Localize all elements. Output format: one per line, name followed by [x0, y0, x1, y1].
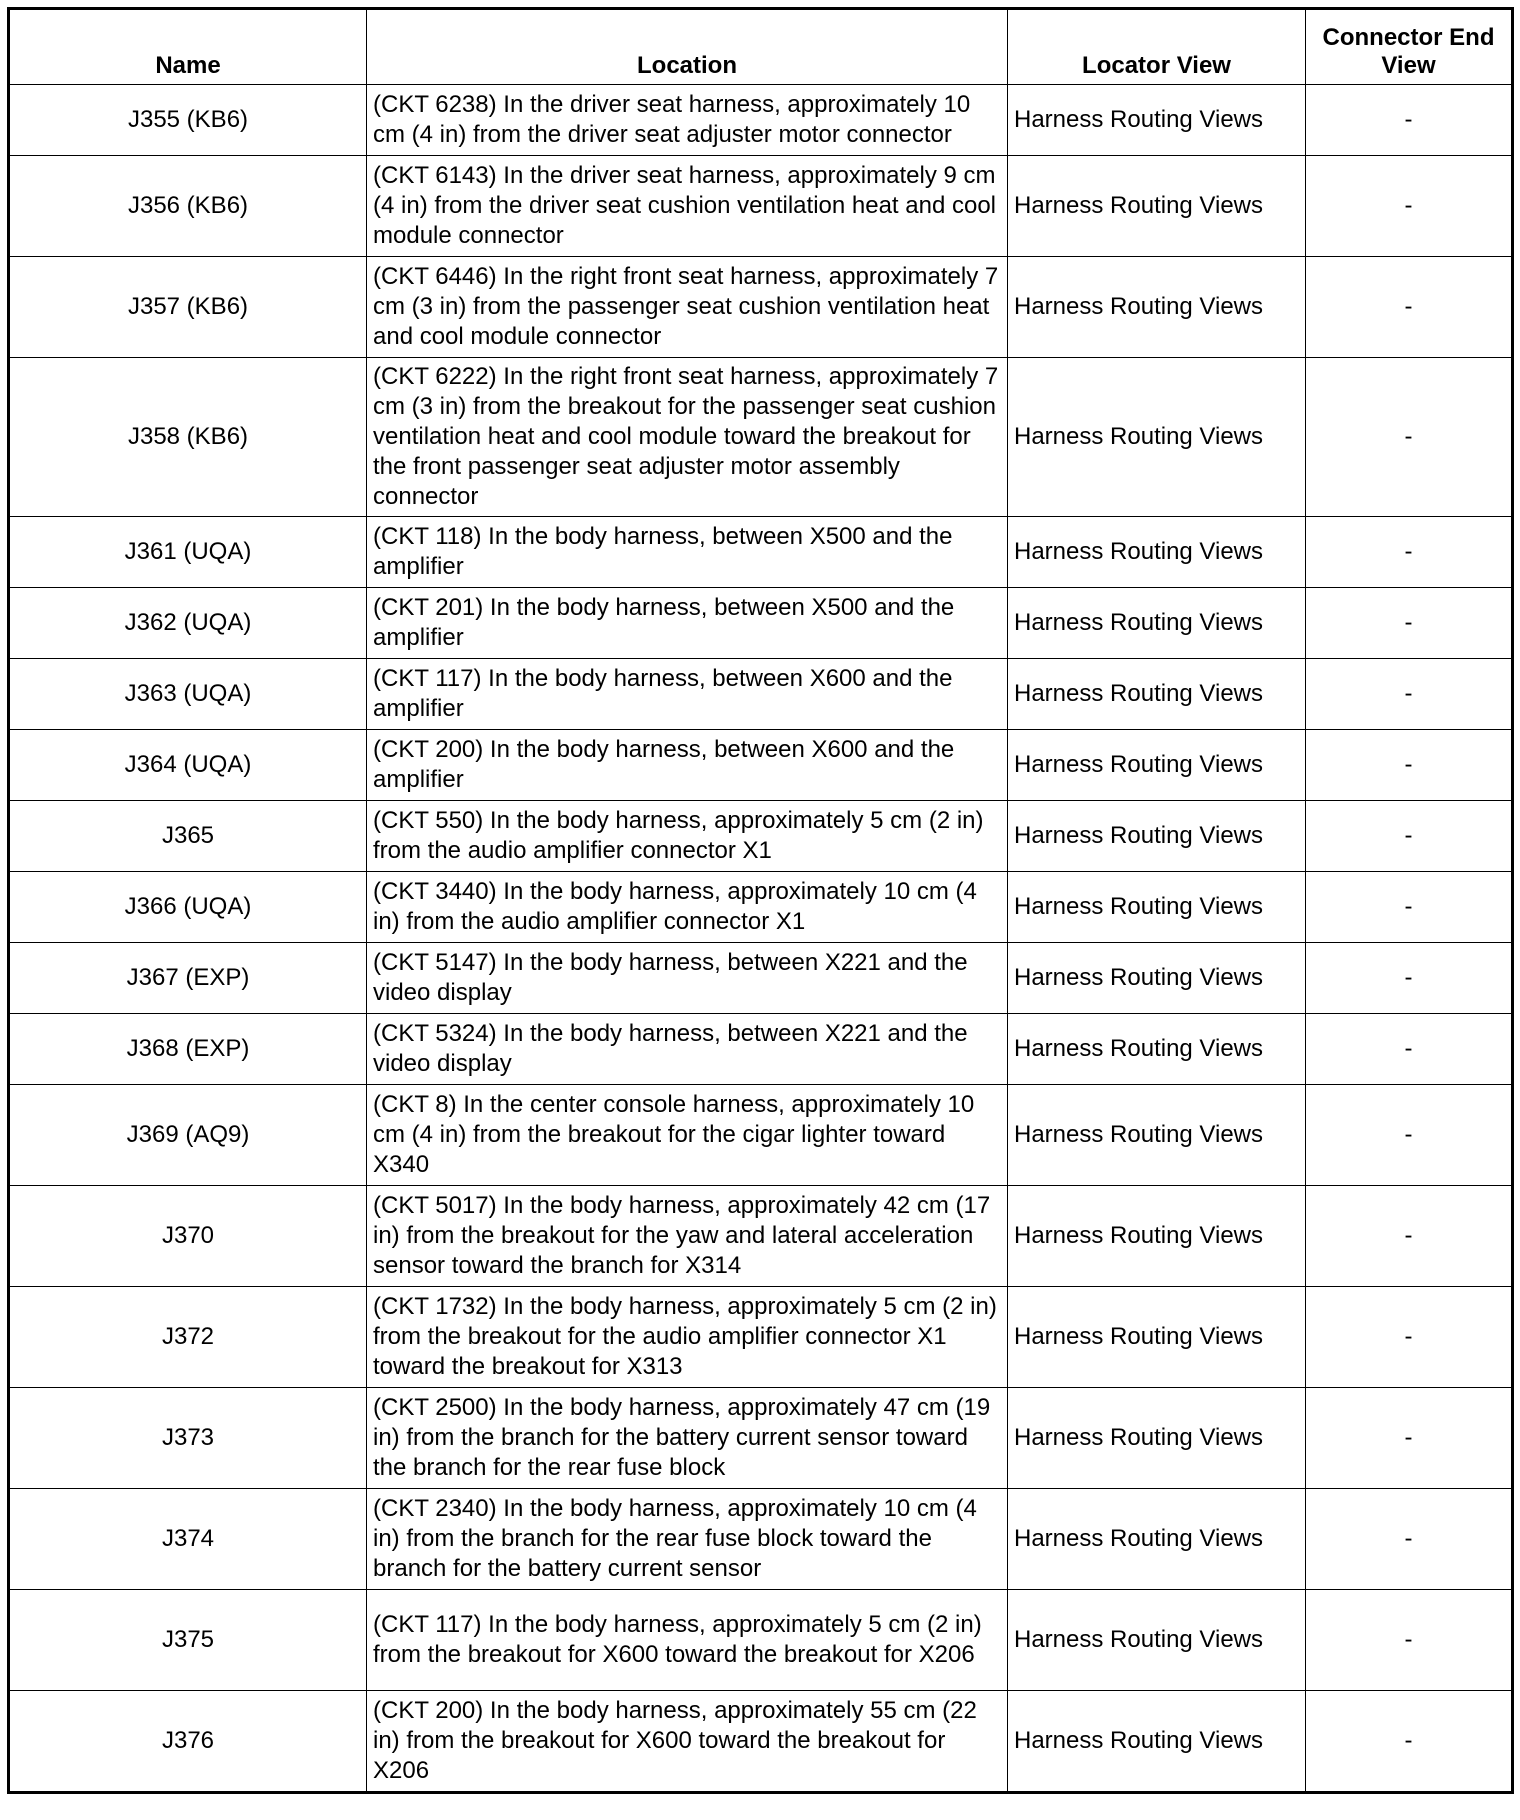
table-row — [9, 659, 1513, 730]
cell-connector-end-view: - — [1306, 1014, 1513, 1085]
header-connector-end-view: Connector End View — [1306, 9, 1513, 85]
cell-location: (CKT 200) In the body harness, between X600 and the amplifier — [367, 730, 1008, 801]
cell-location: (CKT 117) In the body harness, between X600 and the amplifier — [367, 659, 1008, 730]
cell-connector-end-view: - — [1306, 872, 1513, 943]
cell-locator-view: Harness Routing Views — [1008, 659, 1306, 730]
splice-pack-table — [7, 7, 1514, 1794]
table-row — [9, 588, 1513, 659]
cell-connector-end-view: - — [1306, 517, 1513, 588]
header-location: Location — [367, 9, 1008, 85]
cell-location: (CKT 201) In the body harness, between X500 and the amplifier — [367, 588, 1008, 659]
cell-locator-view: Harness Routing Views — [1008, 943, 1306, 1014]
cell-locator-view: Harness Routing Views — [1008, 517, 1306, 588]
cell-locator-view: Harness Routing Views — [1008, 872, 1306, 943]
cell-connector-end-view: - — [1306, 1590, 1513, 1691]
cell-locator-view: Harness Routing Views — [1008, 1085, 1306, 1186]
cell-name: J374 — [9, 1489, 367, 1590]
document-page — [7, 7, 1511, 1794]
table-row — [9, 801, 1513, 872]
cell-connector-end-view: - — [1306, 1691, 1513, 1793]
cell-connector-end-view: - — [1306, 588, 1513, 659]
cell-location: (CKT 6143) In the driver seat harness, approximately 9 cm (4 in) from the driver seat cushion ventilation heat and cool module connector — [367, 156, 1008, 257]
table-row — [9, 872, 1513, 943]
table-row — [9, 1085, 1513, 1186]
cell-connector-end-view: - — [1306, 659, 1513, 730]
cell-location: (CKT 5147) In the body harness, between X221 and the video display — [367, 943, 1008, 1014]
cell-locator-view: Harness Routing Views — [1008, 1388, 1306, 1489]
cell-locator-view: Harness Routing Views — [1008, 801, 1306, 872]
cell-location: (CKT 1732) In the body harness, approximately 5 cm (2 in) from the breakout for the audio amplifier connector X1 toward the breakout for X313 — [367, 1287, 1008, 1388]
cell-location: (CKT 3440) In the body harness, approximately 10 cm (4 in) from the audio amplifier connector X1 — [367, 872, 1008, 943]
cell-name: J363 (UQA) — [9, 659, 367, 730]
cell-locator-view: Harness Routing Views — [1008, 730, 1306, 801]
cell-location: (CKT 6222) In the right front seat harness, approximately 7 cm (3 in) from the breakout for the passenger seat cushion ventilation heat and cool module toward the breakout for the front passenger seat adjuster motor assembly connector — [367, 358, 1008, 517]
cell-connector-end-view: - — [1306, 801, 1513, 872]
table-row — [9, 156, 1513, 257]
table-row — [9, 1691, 1513, 1793]
cell-name: J365 — [9, 801, 367, 872]
cell-location: (CKT 5017) In the body harness, approximately 42 cm (17 in) from the breakout for the yaw and lateral acceleration sensor toward the branch for X314 — [367, 1186, 1008, 1287]
table-row — [9, 1388, 1513, 1489]
cell-locator-view: Harness Routing Views — [1008, 257, 1306, 358]
cell-connector-end-view: - — [1306, 1388, 1513, 1489]
cell-locator-view: Harness Routing Views — [1008, 358, 1306, 517]
cell-connector-end-view: - — [1306, 1186, 1513, 1287]
cell-name: J357 (KB6) — [9, 257, 367, 358]
cell-connector-end-view: - — [1306, 943, 1513, 1014]
cell-locator-view: Harness Routing Views — [1008, 1287, 1306, 1388]
table-header-row — [9, 9, 1513, 85]
cell-location: (CKT 118) In the body harness, between X500 and the amplifier — [367, 517, 1008, 588]
table-row — [9, 257, 1513, 358]
cell-name: J375 — [9, 1590, 367, 1691]
cell-name: J358 (KB6) — [9, 358, 367, 517]
table-row — [9, 1014, 1513, 1085]
table-row — [9, 1287, 1513, 1388]
cell-name: J376 — [9, 1691, 367, 1793]
cell-location: (CKT 550) In the body harness, approximately 5 cm (2 in) from the audio amplifier connector X1 — [367, 801, 1008, 872]
cell-locator-view: Harness Routing Views — [1008, 1691, 1306, 1793]
cell-location: (CKT 200) In the body harness, approximately 55 cm (22 in) from the breakout for X600 toward the breakout for X206 — [367, 1691, 1008, 1793]
cell-name: J373 — [9, 1388, 367, 1489]
cell-connector-end-view: - — [1306, 358, 1513, 517]
cell-name: J362 (UQA) — [9, 588, 367, 659]
cell-location: (CKT 5324) In the body harness, between X221 and the video display — [367, 1014, 1008, 1085]
table-row — [9, 85, 1513, 156]
cell-locator-view: Harness Routing Views — [1008, 156, 1306, 257]
table-row — [9, 730, 1513, 801]
cell-locator-view: Harness Routing Views — [1008, 588, 1306, 659]
cell-locator-view: Harness Routing Views — [1008, 1014, 1306, 1085]
cell-location: (CKT 6238) In the driver seat harness, approximately 10 cm (4 in) from the driver seat adjuster motor connector — [367, 85, 1008, 156]
cell-name: J372 — [9, 1287, 367, 1388]
cell-location: (CKT 117) In the body harness, approximately 5 cm (2 in) from the breakout for X600 toward the breakout for X206 — [367, 1590, 1008, 1691]
cell-connector-end-view: - — [1306, 1085, 1513, 1186]
cell-locator-view: Harness Routing Views — [1008, 1590, 1306, 1691]
cell-connector-end-view: - — [1306, 1287, 1513, 1388]
cell-connector-end-view: - — [1306, 1489, 1513, 1590]
cell-name: J361 (UQA) — [9, 517, 367, 588]
cell-connector-end-view: - — [1306, 156, 1513, 257]
cell-name: J356 (KB6) — [9, 156, 367, 257]
header-name: Name — [9, 9, 367, 85]
cell-location: (CKT 6446) In the right front seat harness, approximately 7 cm (3 in) from the passenger seat cushion ventilation heat and cool module connector — [367, 257, 1008, 358]
cell-name: J366 (UQA) — [9, 872, 367, 943]
cell-name: J370 — [9, 1186, 367, 1287]
cell-locator-view: Harness Routing Views — [1008, 1489, 1306, 1590]
table-row — [9, 943, 1513, 1014]
table-row — [9, 1186, 1513, 1287]
table-row — [9, 1489, 1513, 1590]
table-row — [9, 358, 1513, 517]
cell-connector-end-view: - — [1306, 730, 1513, 801]
header-locator-view: Locator View — [1008, 9, 1306, 85]
cell-name: J368 (EXP) — [9, 1014, 367, 1085]
cell-name: J364 (UQA) — [9, 730, 367, 801]
cell-connector-end-view: - — [1306, 257, 1513, 358]
cell-connector-end-view: - — [1306, 85, 1513, 156]
cell-location: (CKT 8) In the center console harness, approximately 10 cm (4 in) from the breakout for the cigar lighter toward X340 — [367, 1085, 1008, 1186]
cell-locator-view: Harness Routing Views — [1008, 1186, 1306, 1287]
cell-name: J367 (EXP) — [9, 943, 367, 1014]
cell-location: (CKT 2500) In the body harness, approximately 47 cm (19 in) from the branch for the battery current sensor toward the branch for the rear fuse block — [367, 1388, 1008, 1489]
table-row — [9, 1590, 1513, 1691]
cell-name: J369 (AQ9) — [9, 1085, 367, 1186]
cell-name: J355 (KB6) — [9, 85, 367, 156]
table-row — [9, 517, 1513, 588]
cell-location: (CKT 2340) In the body harness, approximately 10 cm (4 in) from the branch for the rear fuse block toward the branch for the battery current sensor — [367, 1489, 1008, 1590]
cell-locator-view: Harness Routing Views — [1008, 85, 1306, 156]
